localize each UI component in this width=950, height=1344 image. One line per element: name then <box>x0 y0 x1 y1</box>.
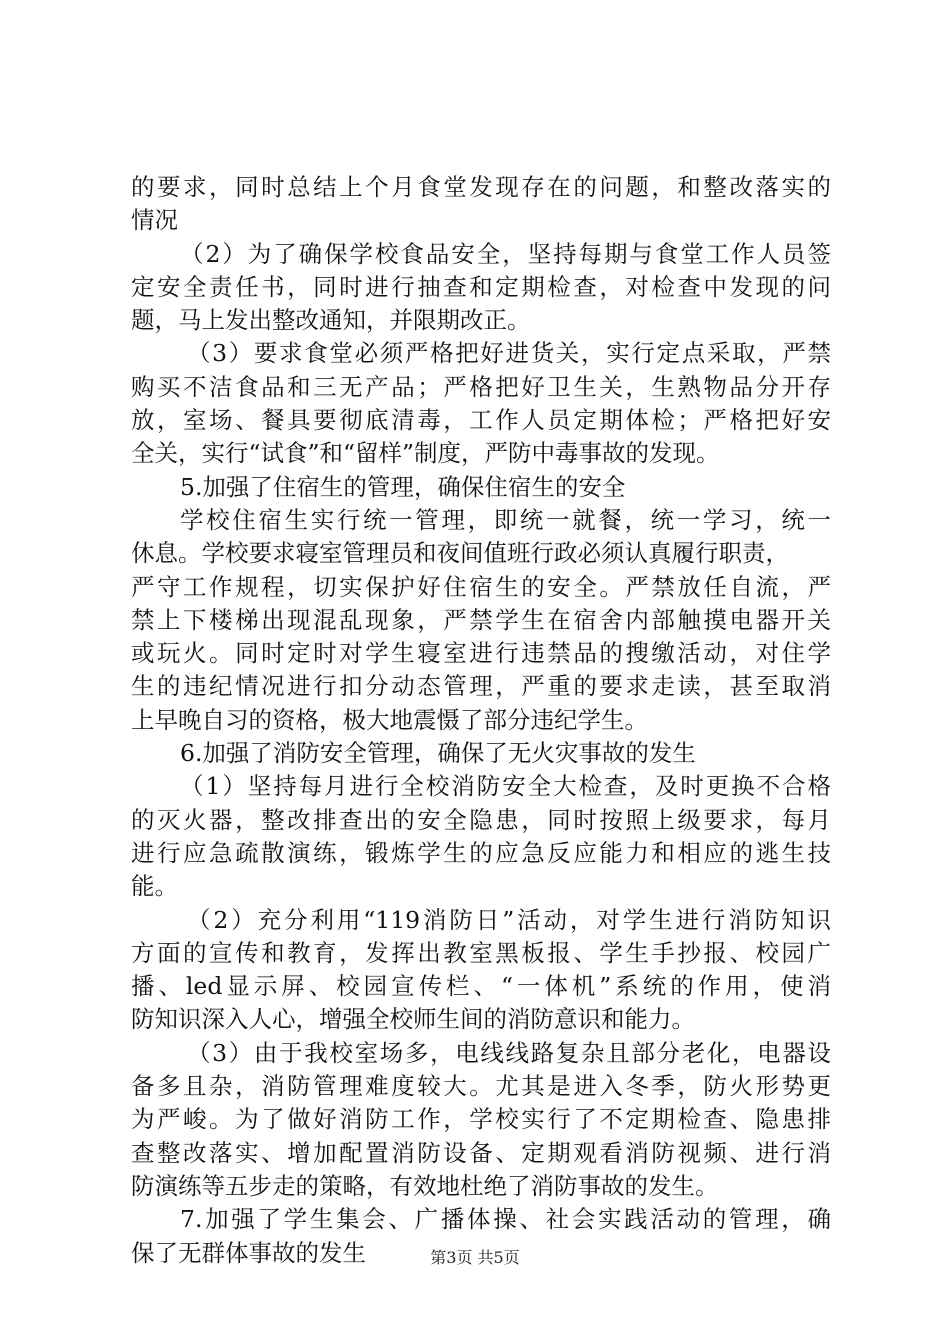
text-line: 防演练等五步走的策略，有效地杜绝了消防事故的发生。 <box>131 1171 719 1200</box>
section-heading: 5.加强了住宿生的管理，确保住宿生的安全 <box>180 472 626 501</box>
section-heading: 6.加强了消防安全管理，确保了无火灾事故的发生 <box>180 739 696 768</box>
text-line: 能。 <box>131 872 178 901</box>
text-line: 严守工作规程，切实保护好住宿生的安全。严禁放任自流，严 <box>131 572 831 601</box>
text-line: 生的违纪情况进行扣分动态管理，严重的要求走读，甚至取消 <box>131 672 831 701</box>
text-line: 进行应急疏散演练，锻炼学生的应急反应能力和相应的逃生技 <box>131 838 831 867</box>
text-line: 的要求，同时总结上个月食堂发现存在的问题，和整改落实的 <box>131 173 831 201</box>
text-line: 查整改落实、增加配置消防设备、定期观看消防视频、进行消 <box>131 1138 831 1167</box>
text-line: 备多且杂，消防管理难度较大。尤其是进入冬季，防火形势更 <box>131 1072 831 1101</box>
document-body <box>131 171 831 1270</box>
page-footer <box>0 1245 950 1268</box>
text-line: 定安全责任书，同时进行抽查和定期检查，对检查中发现的问 <box>131 272 831 301</box>
page-number-text: 第3页 共5页 <box>430 1248 520 1267</box>
paragraph-start-line: （3）要求食堂必须严格把好进货关，实行定点采取，严禁 <box>187 339 831 368</box>
text-line: 防知识深入人心，增强全校师生间的消防意识和能力。 <box>131 1005 695 1034</box>
text-line: 休息。学校要求寝室管理员和夜间值班行政必须认真履行职责， <box>131 539 789 568</box>
text-line: 或玩火。同时定时对学生寝室进行违禁品的搜缴活动，对住学 <box>131 639 831 668</box>
text-line: 上早晚自习的资格，极大地震慑了部分违纪学生。 <box>131 705 648 734</box>
text-line: 方面的宣传和教育，发挥出教室黑板报、学生手抄报、校园广 <box>131 938 831 967</box>
text-line: 放，室场、餐具要彻底清毒，工作人员定期体检；严格把好安 <box>131 406 831 435</box>
section-heading: 7.加强了学生集会、广播体操、社会实践活动的管理，确 <box>180 1205 831 1234</box>
text-line: 题，马上发出整改通知，并限期改正。 <box>131 306 531 335</box>
text-line: 为严峻。为了做好消防工作，学校实行了不定期检查、隐患排 <box>131 1105 831 1134</box>
text-line: 的灭火器，整改排查出的安全隐患，同时按照上级要求，每月 <box>131 805 831 834</box>
paragraph-start-line: （2）充分利用“119消防日”活动，对学生进行消防知识 <box>187 905 831 934</box>
paragraph-start-line: （1）坚持每月进行全校消防安全大检查，及时更换不合格 <box>180 772 831 801</box>
text-line: 播、led显示屏、校园宣传栏、“一体机”系统的作用，使消 <box>131 972 831 1001</box>
text-line: 情况 <box>131 206 178 235</box>
paragraph-start-line: （3）由于我校室场多，电线线路复杂且部分老化，电器设 <box>187 1038 831 1067</box>
text-line: 全关，实行“试食”和“留样”制度，严防中毒事故的发现。 <box>131 439 720 468</box>
paragraph-start-line: 学校住宿生实行统一管理，即统一就餐，统一学习，统一 <box>180 505 831 534</box>
text-line: 购买不洁食品和三无产品；严格把好卫生关，生熟物品分开存 <box>131 372 831 401</box>
text-line: 禁上下楼梯出现混乱现象，严禁学生在宿舍内部触摸电器开关 <box>131 605 831 634</box>
paragraph-start-line: （2）为了确保学校食品安全，坚持每期与食堂工作人员签 <box>180 239 831 268</box>
text-line: 保了无群体事故的发生 <box>131 1238 366 1267</box>
